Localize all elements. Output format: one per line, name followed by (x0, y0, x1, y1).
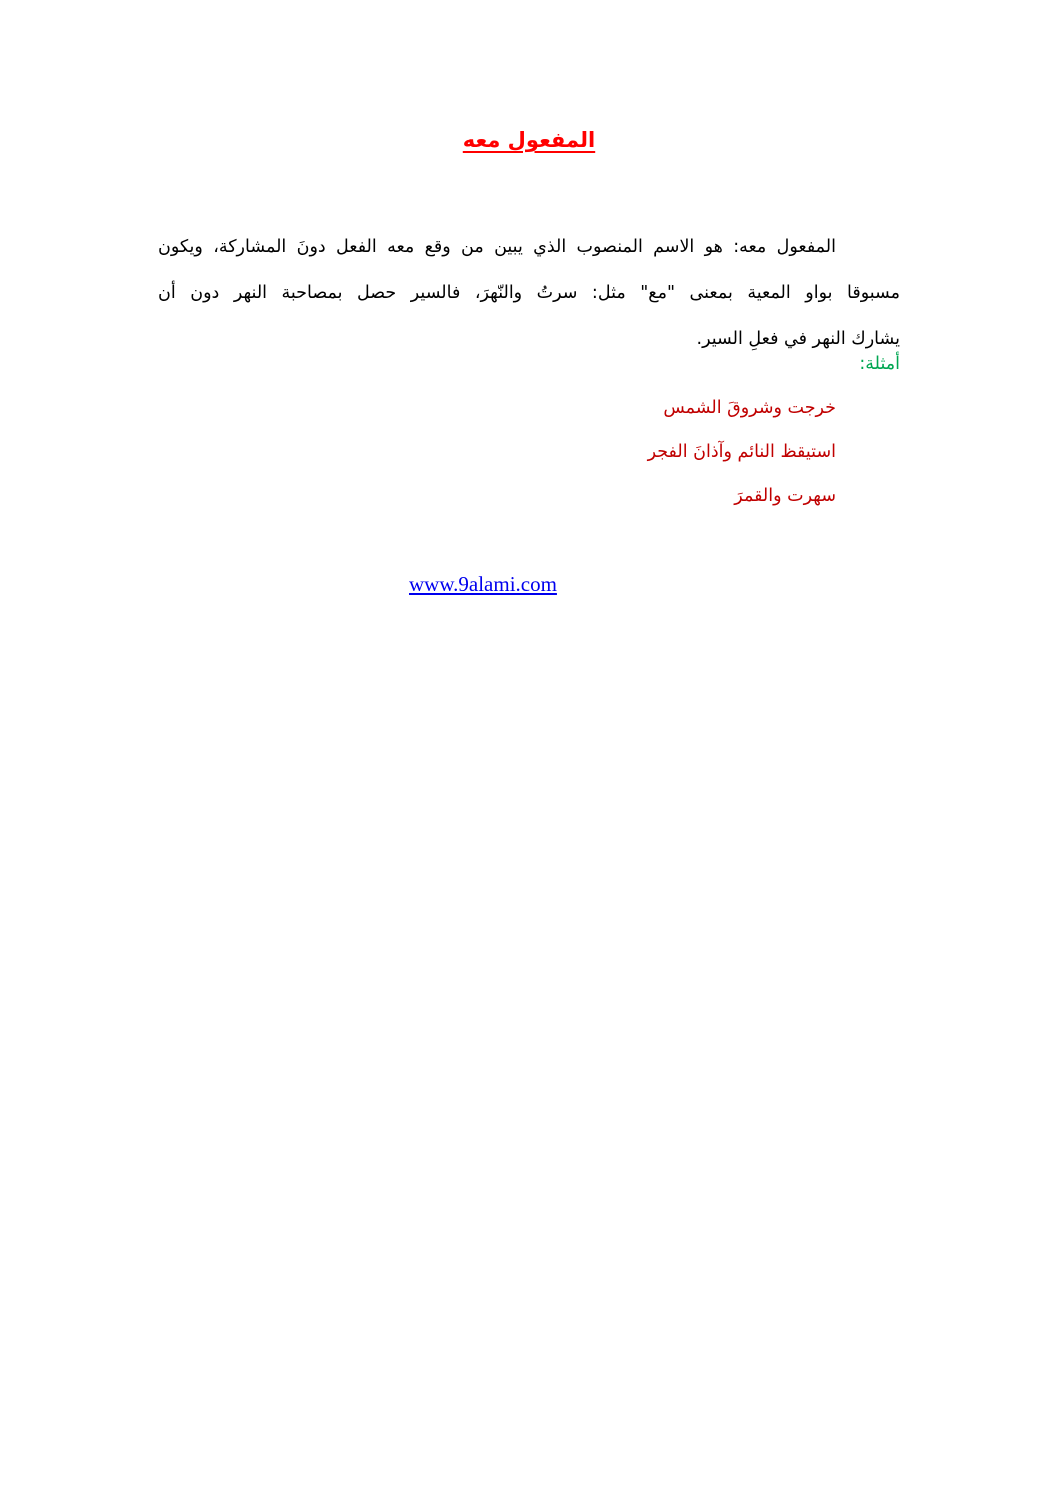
document-title: المفعول معه (462, 128, 596, 152)
website-link[interactable]: www.9alami.com (409, 572, 557, 596)
example-item-3: سهرت والقمرَ (734, 486, 836, 506)
definition-paragraph (158, 224, 900, 362)
paragraph-line-1: المفعول معه: هو الاسم المنصوب الذي يبين من وقع معه الفعل دونَ المشاركة، ويكون (158, 237, 836, 257)
paragraph-line-2: مسبوقا بواو المعية بمعنى "مع" مثل: سرتُ والنّهرَ، فالسير حصل بمصاحبة النهر دون أن (158, 283, 900, 303)
examples-label: أمثلة: (859, 354, 900, 374)
example-item-2: استيقظ النائم وآذانَ الفجر (647, 442, 836, 462)
example-item-1: خرجت وشروقَ الشمس (663, 398, 836, 418)
paragraph-line-3: يشارك النهر في فعلِ السير. (696, 329, 900, 349)
